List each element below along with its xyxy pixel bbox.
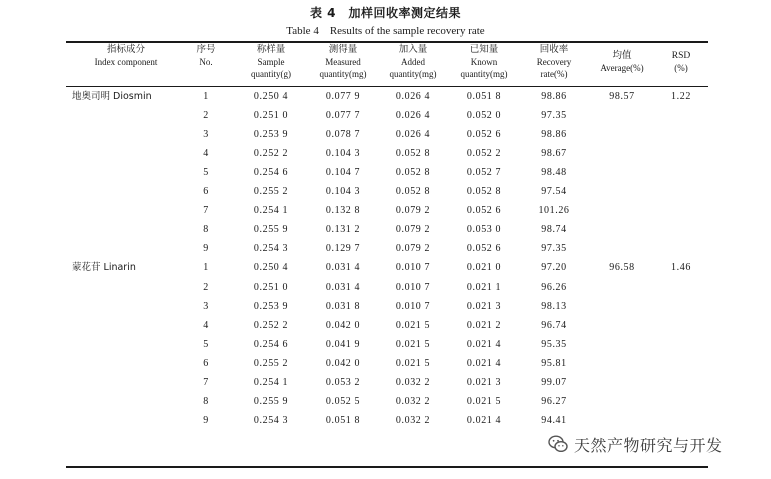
cell-no: 6 [203,186,209,198]
cell-known-quantity: 0.021 4 [466,357,502,369]
cell-recovery-rate: 98.13 [541,300,567,312]
table-title-cn: 表 4 加样回收率测定结果 [309,6,462,20]
cell-measured-quantity: 0.053 2 [325,376,361,388]
header-component-cn: 指标成分 [106,44,145,55]
header-rsd-label: RSD [671,51,691,61]
cell-recovery-rate: 101.26 [538,205,570,217]
cell-measured-quantity: 0.078 7 [325,129,361,141]
cell-sample-quantity: 0.250 4 [253,91,289,102]
cell-measured-quantity: 0.104 3 [325,148,361,160]
header-average [588,50,656,90]
cell-recovery-rate: 98.86 [541,91,567,102]
cell-sample-quantity: 0.254 3 [253,243,289,255]
wechat-icon [548,434,568,454]
cell-known-quantity: 0.052 6 [466,129,502,141]
header-average-cn: 均值 [612,50,632,61]
cell-sample-quantity: 0.255 9 [253,224,289,236]
cell-sample-quantity: 0.253 9 [253,129,289,141]
cell-measured-quantity: 0.052 5 [325,395,361,407]
cell-known-quantity: 0.021 1 [466,281,502,293]
cell-average: 96.58 [609,262,635,274]
header-rsd-unit: (%) [674,63,688,73]
cell-added-quantity: 0.010 7 [395,281,431,293]
header-added-en-2: quantity(mg) [389,69,437,79]
cell-added-quantity: 0.021 5 [395,338,431,350]
cell-no: 1 [203,262,209,274]
cell-measured-quantity: 0.051 8 [325,414,361,426]
cell-no: 2 [203,281,209,293]
cell-measured-quantity: 0.132 8 [325,205,361,217]
cell-no: 8 [203,395,209,407]
cell-measured-quantity: 0.031 8 [325,300,361,312]
cell-added-quantity: 0.026 4 [395,91,431,102]
header-sample-en-1: Sample [257,57,285,67]
cell-sample-quantity: 0.254 6 [253,338,289,350]
cell-measured-quantity: 0.104 3 [325,186,361,198]
header-sample-en-2: quantity(g) [251,69,291,79]
cell-known-quantity: 0.021 4 [466,414,502,426]
cell-known-quantity: 0.021 5 [466,395,502,407]
cell-measured-quantity: 0.042 0 [325,357,361,369]
header-component [66,44,186,84]
cell-sample-quantity: 0.253 9 [253,300,289,312]
cell-recovery-rate: 96.27 [541,395,567,407]
cell-no: 1 [203,91,209,102]
cell-recovery-rate: 97.35 [541,110,567,122]
header-added [378,44,448,84]
cell-known-quantity: 0.051 8 [466,91,502,102]
cell-added-quantity: 0.032 2 [395,376,431,388]
cell-known-quantity: 0.021 4 [466,338,502,350]
cell-recovery-rate: 96.74 [541,319,567,331]
header-measured-en-2: quantity(mg) [319,69,367,79]
cell-known-quantity: 0.021 3 [466,300,502,312]
cell-added-quantity: 0.052 8 [395,148,431,160]
cell-measured-quantity: 0.041 9 [325,338,361,350]
cell-added-quantity: 0.052 8 [395,186,431,198]
cell-no: 7 [203,376,209,388]
cell-sample-quantity: 0.252 2 [253,148,289,160]
header-added-en-1: Added [401,57,425,67]
cell-measured-quantity: 0.031 4 [325,281,361,293]
header-known-en-1: Known [470,57,498,67]
cell-recovery-rate: 98.67 [541,148,567,160]
cell-component: 地奥司明 Diosmin [72,91,152,102]
cell-known-quantity: 0.053 0 [466,224,502,236]
header-rsd [658,50,704,90]
header-known-en-2: quantity(mg) [460,69,508,79]
cell-no: 5 [203,338,209,350]
cell-sample-quantity: 0.254 1 [253,205,289,217]
cell-known-quantity: 0.052 6 [466,243,502,255]
cell-average: 98.57 [609,91,635,102]
cell-recovery-rate: 95.35 [541,338,567,350]
cell-added-quantity: 0.010 7 [395,262,431,274]
cell-recovery-rate: 96.26 [541,281,567,293]
cell-recovery-rate: 97.54 [541,186,567,198]
cell-rsd: 1.22 [671,91,691,102]
table-top-rule [66,41,708,43]
cell-added-quantity: 0.079 2 [395,224,431,236]
cell-measured-quantity: 0.042 0 [325,319,361,331]
cell-known-quantity: 0.052 2 [466,148,502,160]
header-sample-cn: 称样量 [256,44,286,55]
cell-added-quantity: 0.010 7 [395,300,431,312]
cell-added-quantity: 0.021 5 [395,357,431,369]
cell-sample-quantity: 0.254 1 [253,376,289,388]
cell-known-quantity: 0.052 6 [466,205,502,217]
cell-added-quantity: 0.079 2 [395,205,431,217]
cell-known-quantity: 0.052 0 [466,110,502,122]
cell-no: 4 [203,148,209,160]
header-known-cn: 已知量 [469,44,499,55]
cell-added-quantity: 0.032 2 [395,395,431,407]
header-recovery-cn: 回收率 [539,44,569,55]
header-no-cn: 序号 [196,44,216,55]
cell-recovery-rate: 97.35 [541,243,567,255]
cell-measured-quantity: 0.031 4 [325,262,361,274]
cell-added-quantity: 0.026 4 [395,129,431,141]
cell-no: 3 [203,300,209,312]
cell-added-quantity: 0.021 5 [395,319,431,331]
cell-recovery-rate: 98.48 [541,167,567,179]
cell-component: 蒙花苷 Linarin [72,262,136,274]
cell-sample-quantity: 0.254 6 [253,167,289,179]
cell-no: 9 [203,243,209,255]
cell-sample-quantity: 0.255 2 [253,357,289,369]
cell-known-quantity: 0.052 7 [466,167,502,179]
header-recovery [523,44,585,84]
cell-no: 3 [203,129,209,141]
cell-no: 6 [203,357,209,369]
cell-known-quantity: 0.021 2 [466,319,502,331]
table-bottom-rule [66,466,708,468]
header-recovery-en-2: rate(%) [540,69,568,79]
cell-no: 9 [203,414,209,426]
cell-recovery-rate: 97.20 [541,262,567,274]
cell-recovery-rate: 98.86 [541,129,567,141]
header-average-en: Average(%) [600,63,644,73]
header-measured-cn: 测得量 [328,44,358,55]
cell-added-quantity: 0.079 2 [395,243,431,255]
cell-sample-quantity: 0.251 0 [253,281,289,293]
cell-no: 4 [203,319,209,331]
header-measured [308,44,378,84]
cell-sample-quantity: 0.251 0 [253,110,289,122]
cell-sample-quantity: 0.252 2 [253,319,289,331]
header-no [185,44,227,84]
cell-sample-quantity: 0.255 2 [253,186,289,198]
cell-added-quantity: 0.052 8 [395,167,431,179]
cell-sample-quantity: 0.254 3 [253,414,289,426]
cell-added-quantity: 0.026 4 [395,110,431,122]
cell-recovery-rate: 98.74 [541,224,567,236]
cell-recovery-rate: 95.81 [541,357,567,369]
cell-known-quantity: 0.021 0 [466,262,502,274]
watermark [548,432,723,456]
header-no-en: No. [199,57,213,67]
watermark-text: 天然产物研究与开发 [574,435,723,455]
cell-no: 8 [203,224,209,236]
cell-known-quantity: 0.052 8 [466,186,502,198]
header-known [449,44,519,84]
cell-sample-quantity: 0.255 9 [253,395,289,407]
cell-added-quantity: 0.032 2 [395,414,431,426]
cell-recovery-rate: 94.41 [541,414,567,426]
header-recovery-en-1: Recovery [536,57,572,67]
table-title-en: Table 4 Results of the sample recovery rate [286,25,485,37]
cell-no: 5 [203,167,209,179]
cell-recovery-rate: 99.07 [541,376,567,388]
cell-sample-quantity: 0.250 4 [253,262,289,274]
cell-rsd: 1.46 [671,262,691,274]
header-sample [240,44,302,84]
cell-measured-quantity: 0.131 2 [325,224,361,236]
cell-no: 7 [203,205,209,217]
cell-no: 2 [203,110,209,122]
cell-measured-quantity: 0.129 7 [325,243,361,255]
header-measured-en-1: Measured [325,57,361,67]
cell-measured-quantity: 0.077 7 [325,110,361,122]
cell-measured-quantity: 0.077 9 [325,91,361,102]
cell-known-quantity: 0.021 3 [466,376,502,388]
header-component-en: Index component [94,57,158,67]
header-added-cn: 加入量 [398,44,428,55]
cell-measured-quantity: 0.104 7 [325,167,361,179]
